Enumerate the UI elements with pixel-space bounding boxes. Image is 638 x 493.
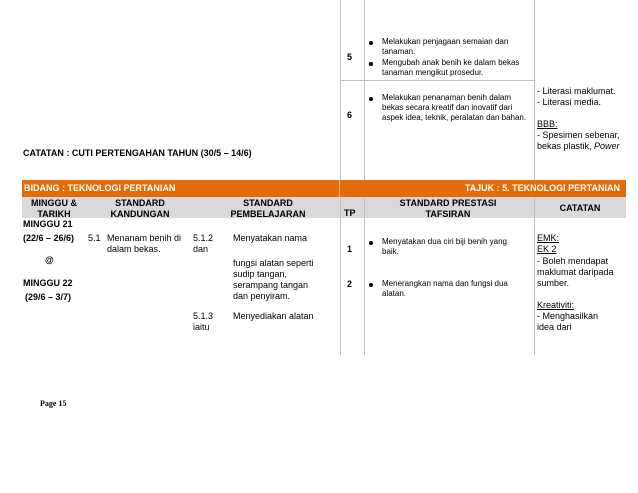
tp-1: 1 — [347, 244, 353, 254]
note-bekas-plastik: bekas plastik, — [537, 141, 592, 151]
spt-item: Melakukan penjagaan semaian dan tanaman. — [382, 37, 509, 56]
bullet-icon — [369, 241, 373, 245]
cat-boleh: - Boleh mendapat maklumat daripada sumber. — [537, 256, 614, 288]
header-standard-pembelajaran: STANDARD PEMBELAJARAN — [230, 198, 306, 219]
sk-number: 5.1 — [88, 233, 101, 243]
sk-text: Menanam benih di dalam bekas. — [107, 233, 182, 254]
header-minggu: MINGGU & TARIKH — [31, 198, 77, 219]
spt-item: Mengubah anak benih ke dalam bekas tanaman mengikut prosedur. — [382, 58, 520, 77]
note-literasi-media: - Literasi media. — [537, 97, 602, 107]
banner — [22, 180, 626, 197]
table-header — [22, 197, 626, 218]
cat-ek: EK 2 — [537, 244, 557, 254]
cat-menghasilkan: - Menghasilkan idea dari — [537, 311, 599, 332]
banner-divider — [339, 180, 340, 197]
minggu-separator: @ — [45, 255, 54, 265]
column-divider — [364, 197, 365, 355]
sp-5-1-2-line: dan — [193, 244, 209, 254]
header-standard-kandungan: STANDARD KANDUNGAN — [110, 198, 170, 219]
page-number: Page 15 — [40, 399, 67, 408]
spt-item: Melakukan penanaman benih dalam bekas secara kreatif dan inovatif dari aspek idea, teknik, peralatan dan bahan. — [382, 93, 527, 122]
note-power: Power — [594, 141, 620, 151]
cat-kreativiti: Kreativiti: — [537, 300, 575, 310]
cat-emk: EMK: — [537, 233, 560, 243]
column-divider — [340, 197, 341, 355]
sp-5-1-2-number: 5.1.2 — [193, 233, 214, 243]
tp-6: 6 — [347, 110, 353, 120]
sp-5-1-3-number: 5.1.3 — [193, 311, 214, 321]
bullet-icon — [369, 41, 373, 45]
spt-tp1: Menyatakan dua ciri biji benih yang baik. — [382, 237, 507, 256]
sp-5-1-2-line: Menyatakan nama — [233, 233, 308, 243]
header-catatan: CATATAN — [559, 203, 601, 213]
sp-5-1-3-line: Menyediakan alatan — [233, 311, 314, 321]
header-tp: TP — [344, 208, 356, 218]
column-divider — [340, 0, 341, 180]
catatan-cuti: CATATAN : CUTI PERTENGAHAN TAHUN (30/5 – 14/6) — [23, 148, 252, 158]
spt-tp2: Menerangkan nama dan fungsi dua alatan. — [382, 279, 508, 298]
tarikh-21: (22/6 – 26/6) — [23, 233, 75, 243]
bullet-icon — [369, 97, 373, 101]
note-bbb: BBB: — [537, 119, 558, 129]
column-divider — [534, 197, 535, 355]
banner-bidang: BIDANG : TEKNOLOGI PERTANIAN — [24, 183, 176, 193]
tp-5: 5 — [347, 52, 353, 62]
column-divider — [364, 0, 365, 180]
banner-tajuk: TAJUK : 5. TEKNOLOGI PERTANIAN — [464, 183, 620, 193]
sp-5-1-2-text: fungsi alatan seperti sudip tangan, serampang tangan dan penyiram. — [233, 258, 314, 301]
column-divider — [534, 0, 535, 180]
row-divider — [340, 80, 534, 81]
header-standard-prestasi: STANDARD PRESTASI TAFSIRAN — [399, 198, 497, 219]
note-bekas — [537, 141, 620, 152]
minggu-22: MINGGU 22 — [23, 278, 73, 288]
note-literasi-maklumat: - Literasi maklumat. — [537, 86, 616, 96]
bullet-icon — [369, 283, 373, 287]
note-spesimen: - Spesimen sebenar, — [537, 130, 620, 140]
tp-2: 2 — [347, 279, 353, 289]
tarikh-22: (29/6 – 3/7) — [25, 292, 72, 302]
minggu-21: MINGGU 21 — [23, 219, 73, 229]
sp-5-1-3-line: iaitu — [193, 322, 210, 332]
bullet-icon — [369, 62, 373, 66]
